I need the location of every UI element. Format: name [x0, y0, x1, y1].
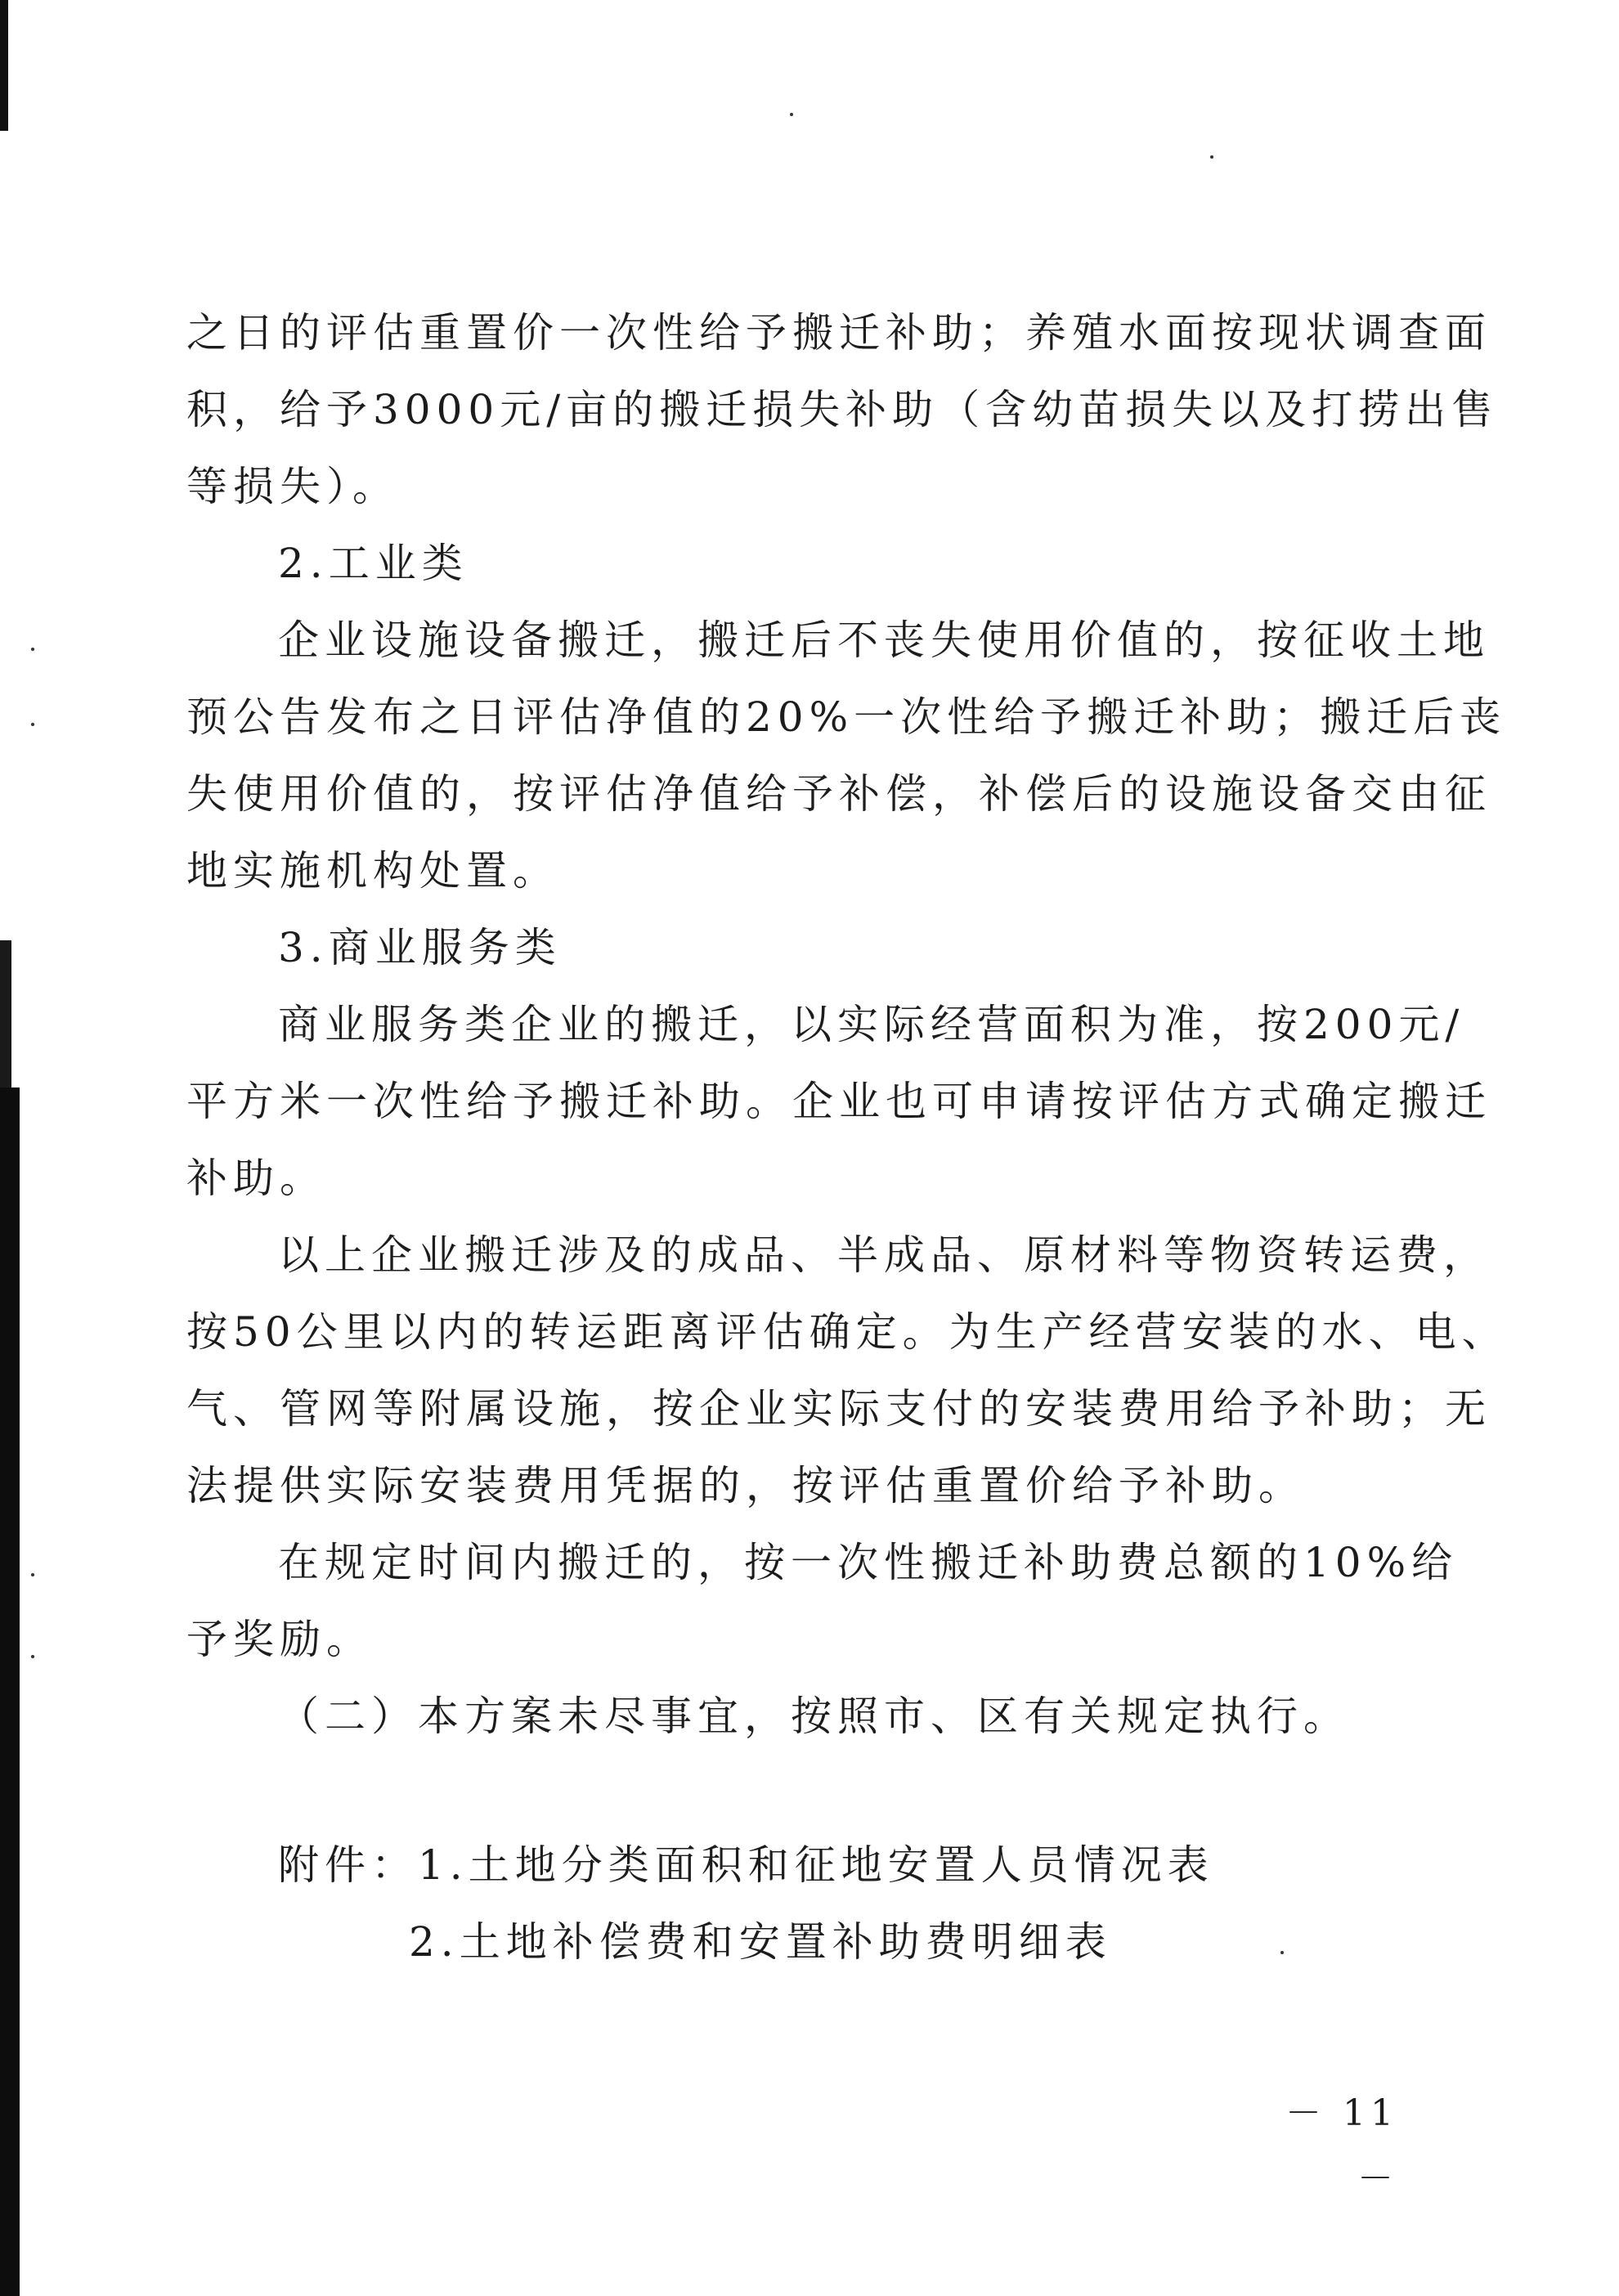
section-heading-commercial: 3.商业服务类 [278, 924, 562, 971]
scan-edge-top [0, 0, 8, 131]
scan-speck [1210, 155, 1213, 159]
paragraph-line: 按50公里以内的转运距离评估确定。为生产经营安装的水、电、 [186, 1308, 1509, 1356]
section-heading-industrial: 2.工业类 [278, 540, 469, 587]
scan-speck [31, 648, 34, 651]
paragraph-line: 予奖励。 [186, 1616, 373, 1663]
paragraph-line: 补助。 [186, 1155, 326, 1202]
page-number: － 11 － [1285, 2092, 1398, 2200]
paragraph-line: 法提供实际安装费用凭据的，按评估重置价给予补助。 [186, 1462, 1305, 1509]
scan-speck [790, 113, 793, 116]
attachment-item-2: 2.土地补偿费和安置补助费明细表 [409, 1918, 1112, 1966]
paragraph-line: 平方米一次性给予搬迁补助。企业也可申请按评估方式确定搬迁 [186, 1078, 1491, 1125]
paragraph-line: 地实施机构处置。 [186, 847, 559, 895]
paragraph-line: （二）本方案未尽事宜，按照市、区有关规定执行。 [278, 1693, 1350, 1740]
paragraph-line: 企业设施设备搬迁，搬迁后不丧失使用价值的，按征收土地 [278, 617, 1490, 664]
paragraph-line: 之日的评估重置价一次性给予搬迁补助；养殖水面按现状调查面 [186, 309, 1491, 357]
scan-speck [31, 1573, 34, 1576]
paragraph-line: 失使用价值的，按评估净值给予补偿，补偿后的设施设备交由征 [186, 770, 1491, 818]
attachment-item-1: 附件：1.土地分类面积和征地安置人员情况表 [278, 1841, 1214, 1889]
paragraph-line: 在规定时间内搬迁的，按一次性搬迁补助费总额的10%给 [278, 1539, 1459, 1586]
scan-speck [31, 723, 34, 726]
paragraph-line: 预公告发布之日评估净值的20%一次性给予搬迁补助；搬迁后丧 [186, 693, 1507, 741]
scan-speck [31, 1655, 34, 1658]
paragraph-line: 以上企业搬迁涉及的成品、半成品、原材料等物资转运费， [278, 1231, 1490, 1279]
paragraph-line: 积，给予3000元/亩的搬迁损失补助（含幼苗损失以及打捞出售 [186, 386, 1499, 433]
paragraph-line: 商业服务类企业的搬迁，以实际经营面积为准，按200元/ [278, 1001, 1465, 1048]
scan-edge-mid [0, 940, 11, 1096]
paragraph-line: 等损失）。 [186, 463, 399, 510]
paragraph-line: 气、管网等附属设施，按企业实际支付的安装费用给予补助；无 [186, 1385, 1491, 1433]
scan-edge-left [0, 1087, 20, 2296]
